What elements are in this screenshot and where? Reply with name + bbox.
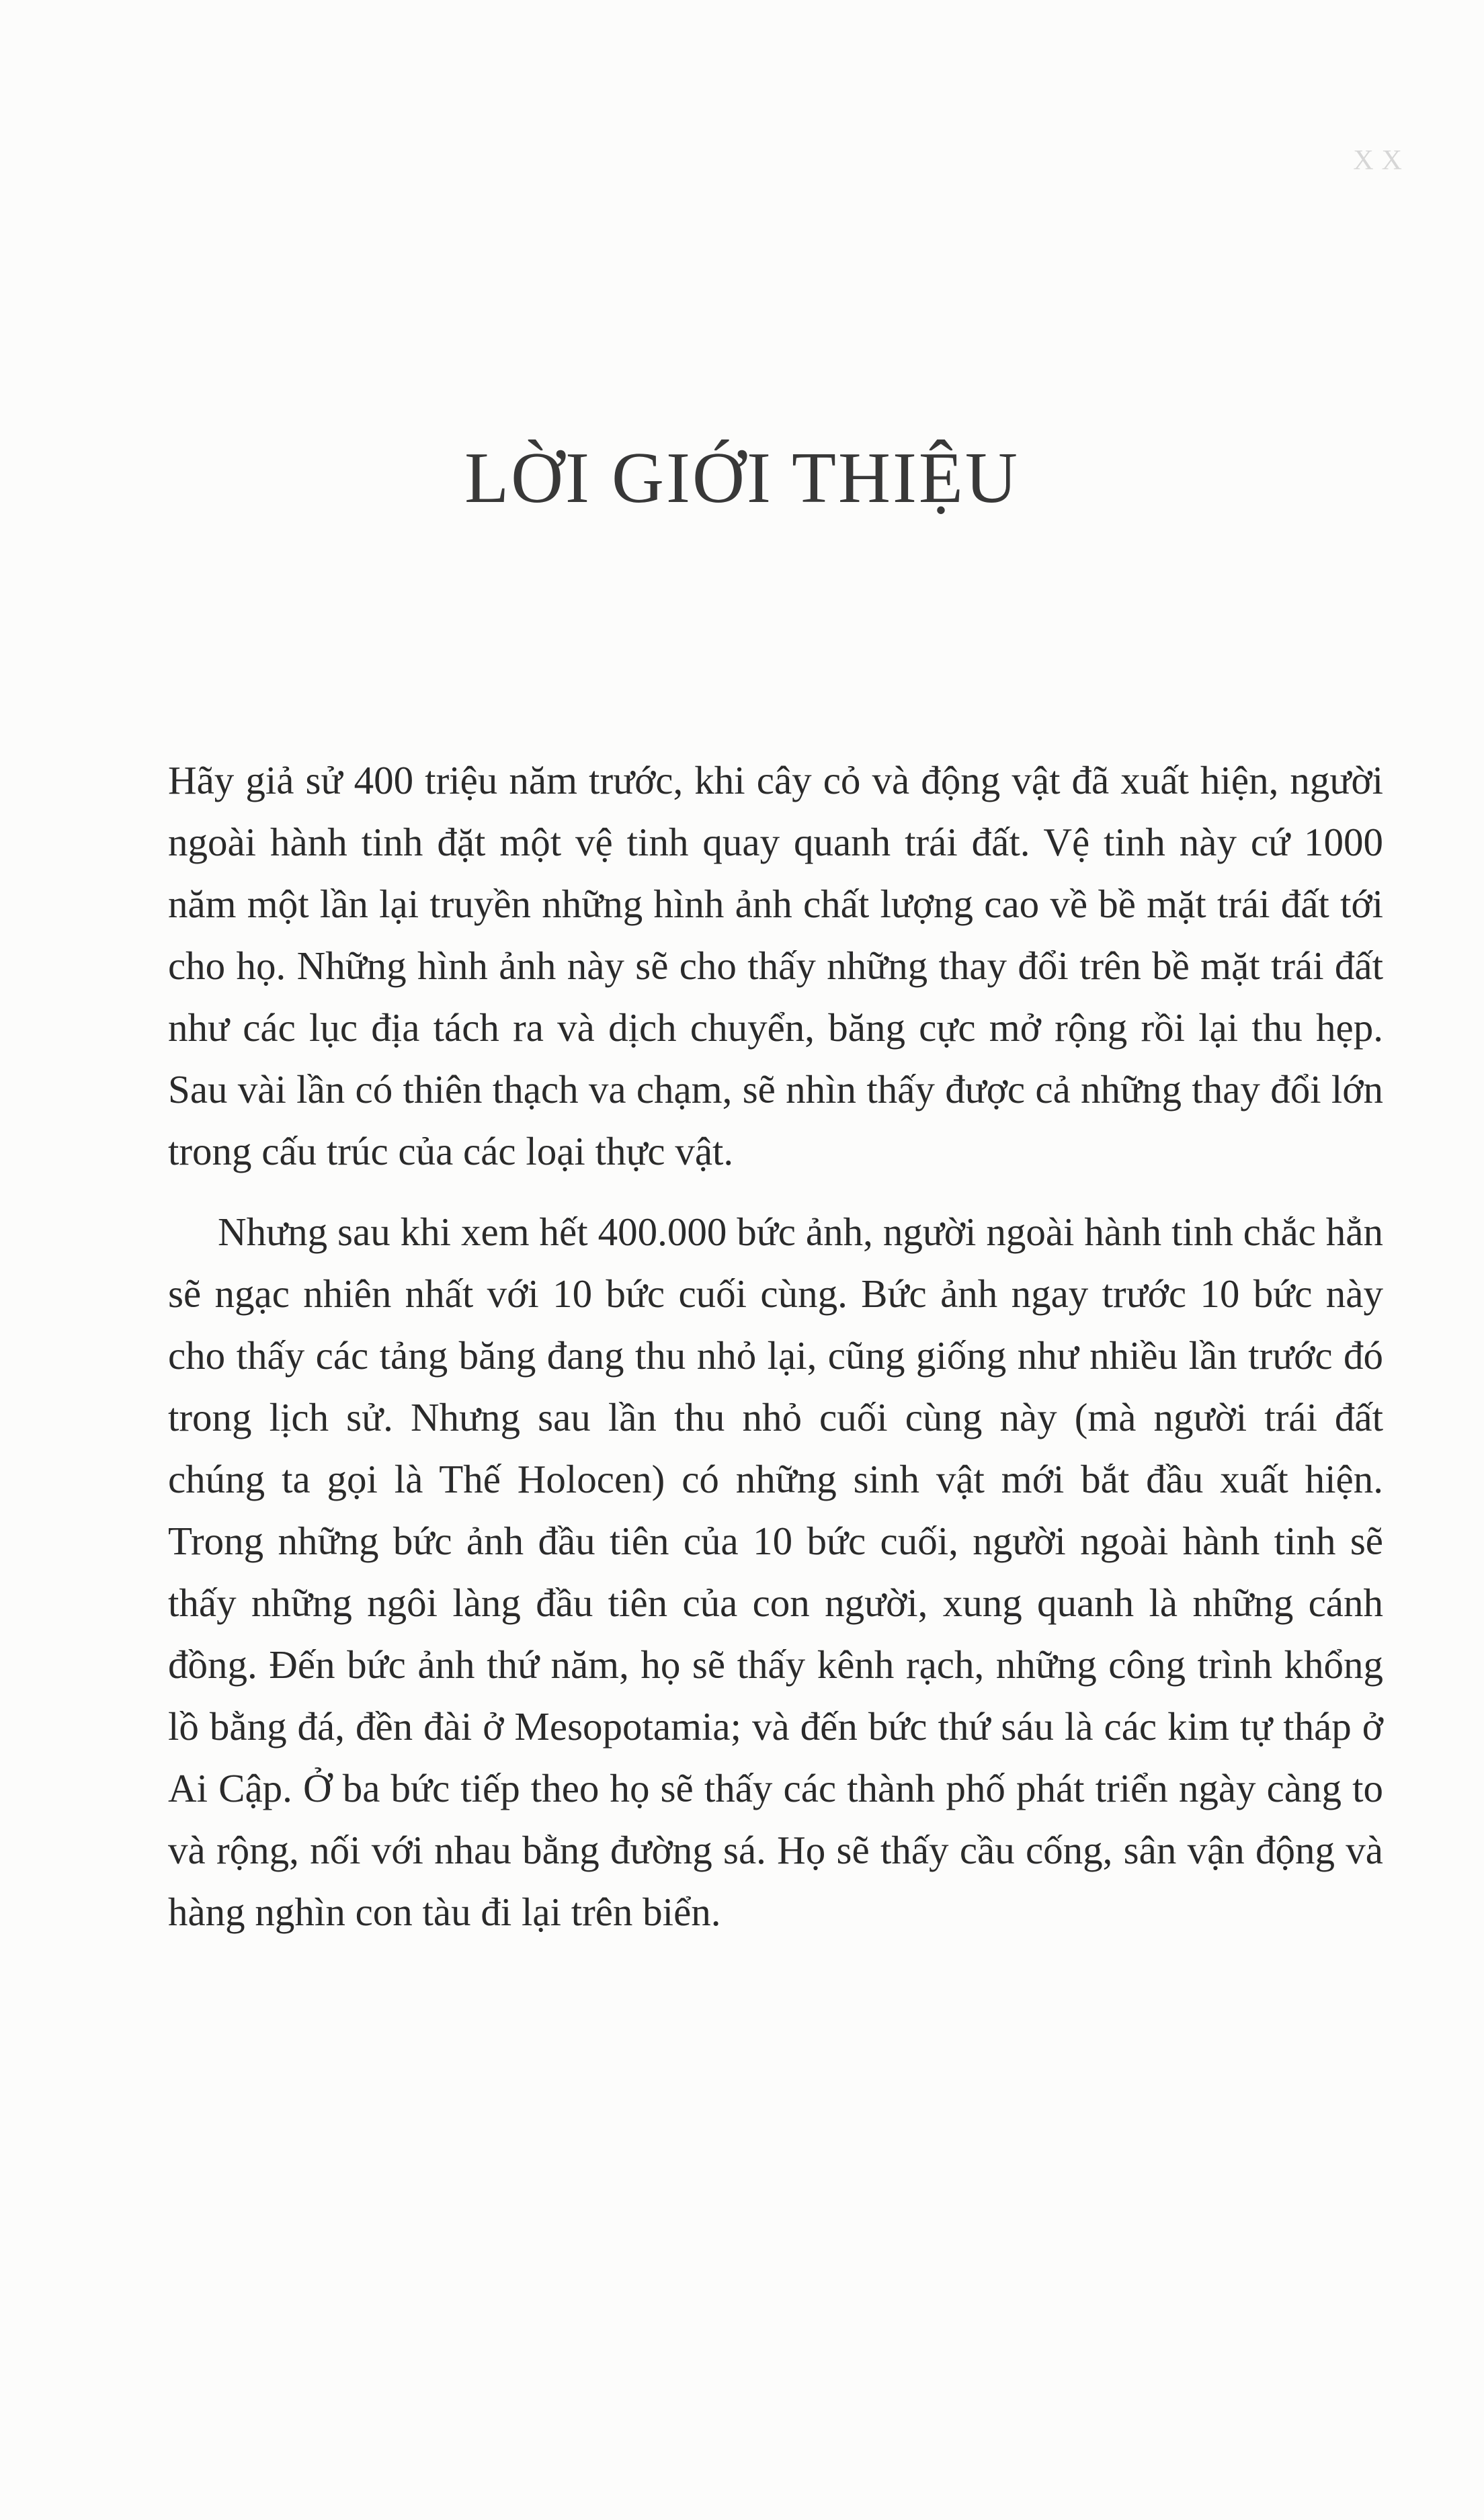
chapter-title: LỜI GIỚI THIỆU (464, 438, 1020, 518)
paragraph-2: Nhưng sau khi xem hết 400.000 bức ảnh, người ngoài hành tinh chắc hẳn sẽ ngạc nhiên nhất với 10 bức cuối cùng. Bức ảnh ngay trước 10 bức này cho thấy các tảng băng đang thu nhỏ lại, cũng giống như nhiều lần trước đó trong lịch sử. Nhưng sau lần thu nhỏ cuối cùng này (mà người trái đất chúng ta gọi là Thế Holocen) có những sinh vật mới bắt đầu xuất hiện. Trong những bức ảnh đầu tiên của 10 bức cuối, người ngoài hành tinh sẽ thấy những ngôi làng đầu tiên của con người, xung quanh là những cánh đồng. Đến bức ảnh thứ năm, họ sẽ thấy kênh rạch, những công trình khổng lồ bằng đá, đền đài ở Mesopotamia; và đến bức thứ sáu là các kim tự tháp ở Ai Cập. Ở ba bức tiếp theo họ sẽ thấy các thành phố phát triển ngày càng to và rộng, nối với nhau bằng đường sá. Họ sẽ thấy cầu cống, sân vận động và hàng nghìn con tàu đi lại trên biển. (168, 1210, 1383, 1934)
paragraph-1: Hãy giả sử 400 triệu năm trước, khi cây cỏ và động vật đã xuất hiện, người ngoài hành tinh đặt một vệ tinh quay quanh trái đất. Vệ tinh này cứ 1000 năm một lần lại truyền những hình ảnh chất lượng cao về bề mặt trái đất tới cho họ. Những hình ảnh này sẽ cho thấy những thay đổi trên bề mặt trái đất như các lục địa tách ra và dịch chuyển, băng cực mở rộng rồi lại thu hẹp. Sau vài lần có thiên thạch va chạm, sẽ nhìn thấy được cả những thay đổi lớn trong cấu trúc của các loại thực vật. (168, 758, 1383, 1173)
page-number: XX (1353, 145, 1410, 176)
body-text (168, 749, 1383, 1962)
